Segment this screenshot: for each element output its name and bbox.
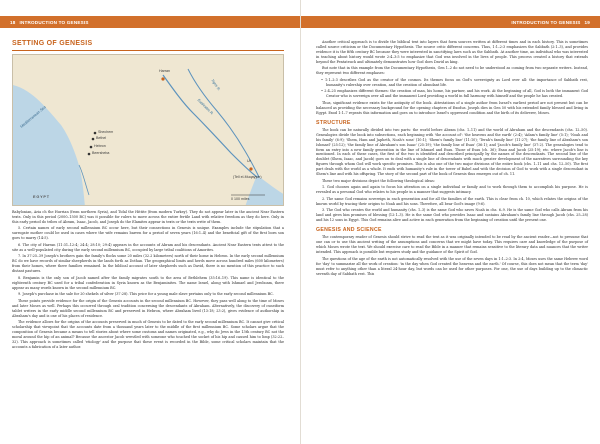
structure-paragraph-5: 3. The God who creates the world and humanity (chs. 1–3) is the same God who saves Noah in chs. 6–9. He is the same God who calls Abram from his land and gives him promises of blessing (12:1–3). He is the same God who provides Isaac and sustains Abraham's family line through Jacob (chs. 25–28) and his 12 sons in Egypt. This God remains alive and active in each generation from the beginning of creation until the present one.	[316, 208, 588, 223]
right-paragraph-1: Another critical approach is to divide the biblical text into layers that form sources written at different times and in each history. This is sometimes called source criticism or the Documentary Hypothesis. The source critic different concerns. Thus, 1:1–2:3 emphasizes the Sabbath (2:1–3), and provides evidence it is the fifth century BC because they were interested in sanctifying laws such as the Sabbath. At another time, an individual who was interested in teaching about history would wrote 2:4–3:5 to emphasize that God was involved in the lives of people. This process created a history that extends beyond the Pentateuch and ultimately demonstrates how God does David as king.	[316, 40, 588, 64]
left-paragraph-1: Babylonian, Aria ch the Hurrian (from northern Syria), and Tidal the Hittite (from modern Turkey). They do not appear later in the ancient Near Eastern texts. Only in this period (2000–1500 BC) was it possible for rulers to move across the entire fertile Land with relative freedom as they do here. Only in this early period do tribes of Abram, Isaac, Jacob, and Joseph do the Elamites appear in texts or the texts write of them.	[12, 210, 284, 224]
city-dot-hebron	[90, 146, 93, 149]
page-header-left	[0, 16, 300, 28]
structure-paragraph-4: 2. The same God remains sovereign in each generation and for all the families of the earth. This is clear from ch. 10, which relates the origins of the known world by tracing their origins to Noah and his sons. Therefore, all bear God's image (9:6).	[316, 196, 588, 206]
map-title: SETTING OF GENESIS	[12, 40, 93, 47]
page-number-right: 19	[584, 19, 590, 25]
left-paragraph-7: These points provide evidence for the origin of the Genesis accounts in the second millennium BC. However, they pass well along to the time of Moses and later Moses as well. Perhaps this occurred through oral tradition concerning the descendants of Abraham. Alternatively, the discovery of cuneiform tablet writers in the early middle second millennium BC and preserved in Hebron, where Abraham lived (13:18; 23:2), gives evidence of authorship in Abraham's day and is one of his places of residence.	[12, 298, 284, 318]
right-paragraph-2: But note that in this example from the Documentary Hypothesis, Gen 1–2 do not need to be understood as coming from two separate writers. Instead, they represent two different emphases:	[316, 66, 588, 76]
label-ur-modern: (Tell el-Muqayyar)	[233, 175, 262, 179]
left-paragraph-6: 9. Joseph's purchase in the sale for 20 shekels of silver (37:28). This price for a young male slave pertains only to the early second millennium BC.	[18, 292, 274, 297]
running-title-left: INTRODUCTION TO GENESIS	[19, 19, 89, 25]
book-spine	[300, 0, 301, 444]
label-egypt: EGYPT	[33, 195, 50, 199]
page-header-right	[300, 16, 600, 28]
right-paragraph-3: Thus, significant evidence exists for the antiquity of the book. Attestations of a single author from Israel's earliest period are not present but can be balanced as providing the necessary background for the opening chapters of Exodus. Joseph dies in Gen 50 with his extended family blessed and living in Egypt. Exod 1:1–7 repeats this information and goes on to introduce Israel's oppressed condition and the birth of its deliverer, Moses.	[316, 100, 588, 115]
city-dot-shechem	[94, 132, 97, 135]
map-setting-of-genesis	[12, 54, 284, 206]
label-beersheba: Beersheba	[92, 151, 110, 155]
structure-paragraph-3: 1. God chooses again and again to focus his attention on a single individual or family and to work through them to accomplish his purpose. He is revealed as a personal God who relates to his people in a manner that suggests intimacy.	[316, 185, 588, 195]
right-page	[316, 40, 588, 278]
label-hebron: Hebron	[94, 144, 106, 148]
left-page	[12, 40, 284, 352]
science-paragraph-1: The contemporary reader of Genesis should strive to read the text as it was originally intended to be read by the ancient reader—not to presume that one can or to use this ancient writing of the assumptions and concerns that we might have today. This requires care and knowledge of the purpose of which Moses wrote the text. We should exercise care to read the Bible in a manner that remains sensitive to the literary data and nuances that the writer intended. This approach is possible but requires study and the guidance of the Spirit of God.	[316, 235, 588, 255]
label-scale: 0 100 miles	[231, 197, 250, 201]
left-paragraph-5: 8. Benjamin is the only son of Jacob named after the family migrates south to the area of Bethlehem (35:16–19). This name is identical to the eighteenth century BC used for a tribal confederation in Syria known as the Benjaminites. The name Israel, along with Ishmael and Jeroboam, there appear as many words known in the second millennium BC.	[12, 275, 284, 290]
running-title-right: INTRODUCTION TO GENESIS	[511, 19, 581, 25]
label-mediterranean: Mediterranean Sea	[19, 105, 47, 129]
label-tigris: Tigris R.	[210, 78, 222, 92]
bullet-text-1: 1:1–2:3 describes God as the creator of the cosmos. Its themes focus on God's sovereignty as Lord over all: the importance of Sabbath rest, humanity's rulership over creation, and the creation of abundant life.	[324, 77, 588, 87]
structure-paragraph-1: The book can be naturally divided into two parts: the world before Abram (chs. 1–11) and the world of Abraham and the descendants (chs. 12–50). Genealogies divide the book into subsections, each beginning with 'the account of': 'the heavens and the earth' (2:4); 'Adam's family line' (5:1); 'Noah and his family' (6:9); 'Shem, Ham and Japheth, Noah's sons' (10:1); 'Shem's family line' (11:10); 'Terah's family line' (11:27); 'the family line of Abraham's son Ishmael' (25:12); 'the family line of Abraham's son Isaac' (25:19); 'the family line of Esau' (36:1); and 'Jacob's family line' (37:2). The genealogies tend to form an entry into a new family generation in the line of Ishmael and Esau. Those of Esau (ch. 36); Esau and Jacob (25:19); etc. where Jacob's line is mentioned. In each of these cases, the first of the two is identified and described principally by the names of the descendants. The second line of the doublet (Shem, Isaac, and Jacob) goes on to deal with a single line of descendants with much greater development of the narratives surrounding the key figures through whom God will work specific promises. This is also one of the two major divisions of the entire book (chs. 1–11 and chs. 12–50). The first part deals with the world as a whole. It ends with humanity's rule in the tower of Babel and with the decision of God to work with a single descendant in Shem's line and with his offspring. The story of the second part of the book of Genesis thus emerges out of ch. 11.	[316, 127, 588, 177]
science-paragraph-2: The questions of the age of the earth is not automatically resolved with the use of the seven days in 1:1–2:3. In 2:4, Moses uses the same Hebrew word for 'day' to summarize all the work of creation: 'in the day when God created the heavens and the earth.' Of course, this does not mean that the term 'day' must refer to anything other than a literal 24-hour day, but words can be used for other purposes. For one, the use of days building up to the climactic seventh day of Sabbath rest. This	[316, 256, 588, 276]
city-dot-haran	[161, 77, 164, 80]
page-number-left: 18	[10, 19, 16, 25]
left-paragraph-4: 7. In 37:25–39 Joseph's brothers gain the family's flocks some 20 miles (32.2 kilometers) north of their home in Hebron. In the early second millennium BC do we have records of similar sheepherds in the lands forth as Dothan. The geographical limits and herds move across hundred miles (600 kilometers) from their homes, where there families remained. In the biblical account of later shepherds such as David, there is no mention of this practice to such distant pastures.	[12, 254, 284, 274]
city-dot-beersheba	[88, 153, 91, 156]
bullet-text-2: 2:4–25 emphasizes different themes: the creation of man, his home, his partner, and his work. At the beginning of all, God is both the immanent God Creator who is sovereign over all and the immanent Lord providing a world in full harmony with himself and the people he has created.	[324, 89, 589, 99]
label-bethel: Bethel	[96, 136, 107, 140]
left-paragraph-8: The evidence allows for the origins of the accounts preserved in much of Genesis to be dated to the early second millennium BC. It cannot give critical scholarship that viewpoint that the accounts date from a thousand years later to the middle of the first millennium BC. Some scholars argue that the composition of Genesis became a means to tell stories about where some customs and names originated, e.g., why do Jews in the 13th century BC not the moral around the hip of an animal? Because the ancestor Jacob wrestled with someone who touched the socket of his hip and caused him to limp (32:22–32). This approach is sometimes called 'etiology' and the purpose that these event is recorded in the Bible, some critical scholars maintain that the accounts a fabrication of a later author.	[12, 320, 284, 349]
left-paragraph-2: 5. Certain names of early second millennium BC occur here, but their connections in Genesis is unique. Examples include the stipulation that a surrogate mother could be used in cases where the wife remains barren for a period of seven years (16:1–4) and the beneficial gift of the first born son goes to marry (14:5).	[12, 226, 284, 241]
left-paragraph-3: 6. The city of Harran (11:31–12:4; 24:4; 28:10; 29:4) appears in the accounts of Abram and his descendants. Ancient Near Eastern texts attest to the site as a well-populated city during the early second millennium BC, occupied by large tribal coalitions of Amorites.	[12, 242, 284, 252]
city-dot-bethel	[92, 138, 95, 141]
science-heading: GENESIS AND SCIENCE	[316, 227, 382, 234]
label-haran: Harran	[159, 69, 170, 73]
structure-heading: STRUCTURE	[316, 119, 351, 126]
map-graphic	[13, 55, 284, 206]
bullet-item-2: • 2:4–25 emphasizes different themes: the creation of man, his home, his partner, and his work. At the beginning of all, God is both the immanent God Creator who is sovereign over all and the immanent Lord providing a world in full harmony with himself and the people he has created.	[321, 89, 589, 99]
label-euphrates: Euphrates R.	[196, 98, 215, 116]
city-dot-ur	[249, 167, 252, 170]
structure-paragraph-2: These two major divisions depict the following theological ideas:	[322, 178, 435, 183]
title-rule	[12, 50, 284, 51]
bullet-item-1: • 1:1–2:3 describes God as the creator of the cosmos. Its themes focus on God's sovereignty as Lord over all: the importance of Sabbath rest, humanity's rulership over creation, and the creation of abundant life.	[321, 77, 588, 87]
label-shechem: Shechem	[98, 130, 114, 134]
label-ur: Ur	[247, 159, 251, 163]
